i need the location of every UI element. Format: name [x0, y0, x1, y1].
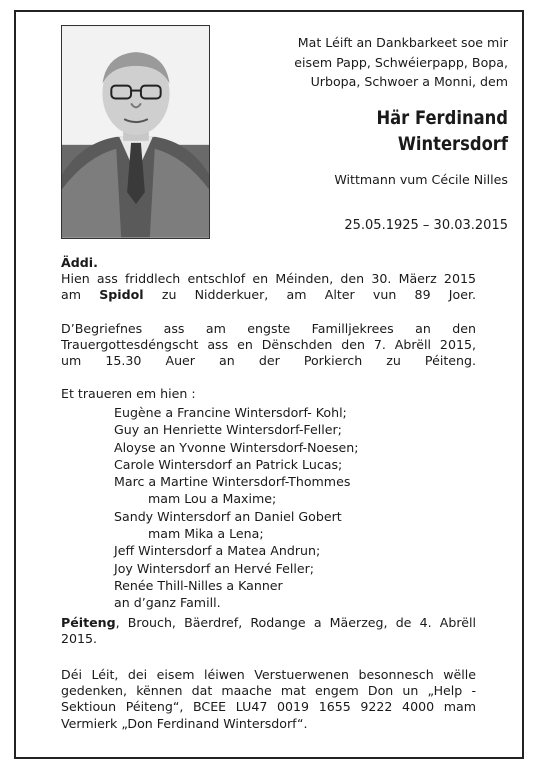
place-date	[61, 615, 476, 647]
intro-line: eisem Papp, Schwéierpapp, Bopa,	[294, 54, 508, 70]
mourner-line: Sandy Wintersdorf an Daniel Gobert	[114, 508, 342, 524]
donation-line: Sektioun Péiteng“, BCEE LU47 0019 1655 9222 4000 mam	[61, 699, 476, 715]
deceased-name	[260, 106, 508, 158]
announcement-line: Hien ass friddlech entschlof en Méinden, den 30. Mäerz 2015	[61, 271, 476, 287]
mourner-line: Aloyse an Yvonne Wintersdorf-Noesen;	[114, 439, 359, 455]
announcement-line: am Spidol zu Nidderkuer, am Alter vun 89 Joer.	[61, 287, 476, 303]
place-date-line: Péiteng, Brouch, Bäerdref, Rodange a Mäerzeg, de 4. Abrëll	[61, 615, 476, 630]
mourner-line: Jeff Wintersdorf a Matea Andrun;	[114, 543, 321, 559]
mourners-list	[114, 404, 359, 612]
funeral-line: Trauergottesdéngscht ass en Dënschden den 7. Abrëll 2015,	[61, 337, 476, 353]
donation-line: gedenken, kënnen dat maache mat engem Don un „Help -	[61, 683, 476, 699]
donation-line: Déi Léit, dei eisem léiwen Verstuerwenen besonnesch wëlle	[61, 667, 476, 682]
intro-text	[226, 33, 508, 92]
life-dates: 25.05.1925 – 30.03.2015	[344, 218, 508, 233]
deceased-name-line: Här Ferdinand	[376, 108, 508, 129]
announcement-heading: Äddi.	[61, 255, 98, 270]
intro-line: Mat Léift an Dankbarkeet soe mir	[297, 35, 508, 50]
mourner-line: an d’ganz Famill.	[114, 595, 221, 611]
donation-line: Vermierk „Don Ferdinand Wintersdorf“.	[61, 715, 308, 731]
funeral-info	[61, 321, 476, 370]
funeral-line: D’Begriefnes ass am engste Familljekrees an den	[61, 321, 476, 336]
announcement	[61, 255, 476, 304]
place-date-line: 2015.	[61, 631, 98, 647]
widower-of: Wittmann vum Cécile Nilles	[334, 172, 508, 187]
mourner-line: Guy an Henriette Wintersdorf-Feller;	[114, 422, 342, 438]
mourner-line: Joy Wintersdorf an Hervé Feller;	[114, 560, 315, 576]
intro-line: Urbopa, Schwoer a Monni, dem	[310, 74, 508, 89]
mourner-line: Eugène a Francine Wintersdorf- Kohl;	[114, 405, 347, 420]
mourner-line: mam Lou a Maxime;	[148, 491, 277, 507]
mourners-heading: Et traueren em hien :	[61, 386, 196, 401]
mourner-line: Carole Wintersdorf an Patrick Lucas;	[114, 456, 343, 472]
portrait-photo	[61, 25, 210, 239]
mourner-line: mam Mika a Lena;	[148, 526, 264, 542]
funeral-line: um 15.30 Auer an der Porkierch zu Péiteng.	[61, 353, 476, 369]
deceased-name-line: Wintersdorf	[397, 134, 508, 155]
donation-info	[61, 667, 476, 732]
mourner-line: Marc a Martine Wintersdorf-Thommes	[114, 474, 351, 490]
mourner-line: Renée Thill-Nilles a Kanner	[114, 577, 283, 593]
